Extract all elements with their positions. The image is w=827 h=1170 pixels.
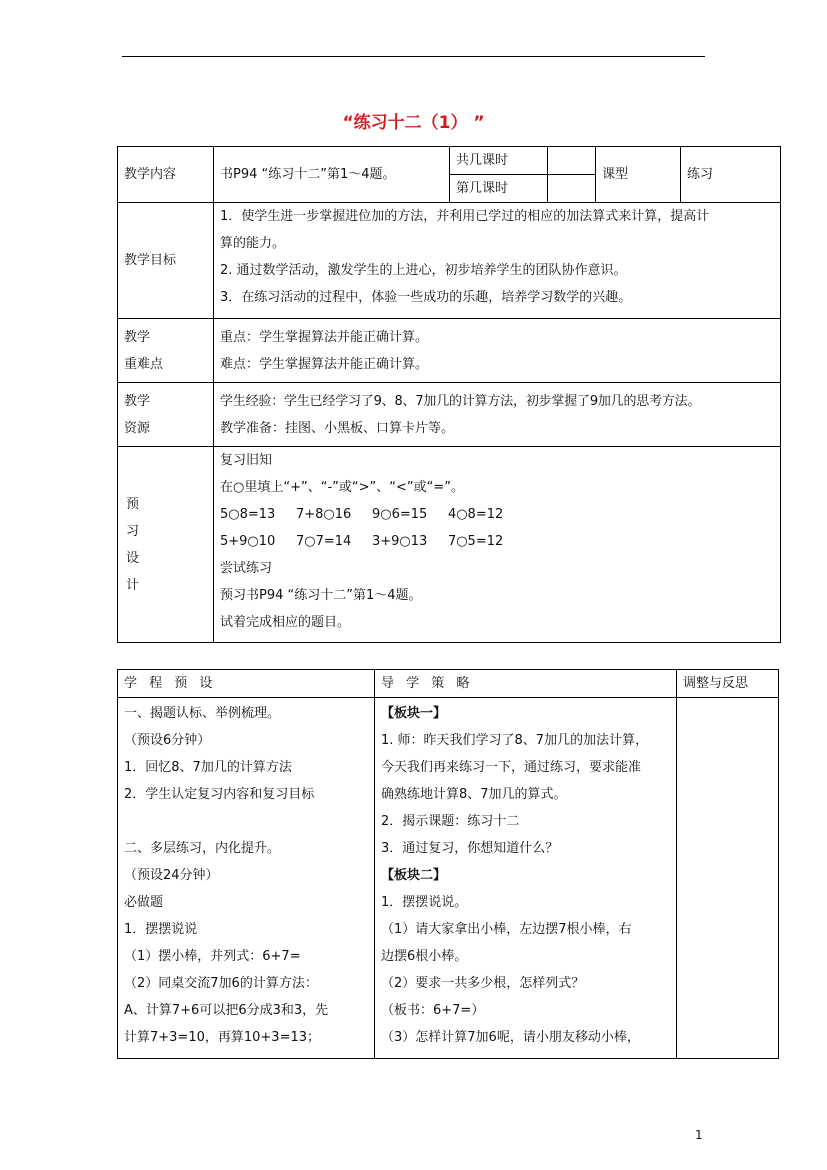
header-learning-process: 学 程 预 设 xyxy=(118,670,375,698)
adjust-reflect-column xyxy=(677,698,779,1059)
preview-line: 在○里填上“+”、“-”或“>”、“<”或“=”。 xyxy=(220,480,464,495)
lesson-type-value: 练习 xyxy=(681,147,781,203)
resources-label-line: 资源 xyxy=(124,420,151,436)
strategy-line: 边摆6根小棒。 xyxy=(381,949,468,964)
preview-label-char: 习 xyxy=(126,523,140,539)
strategy-line: 确熟练地计算8、7加几的算式。 xyxy=(381,787,567,802)
resources-label xyxy=(118,383,214,447)
lesson-type-label: 课型 xyxy=(596,147,681,203)
page-number: 1 xyxy=(695,1128,703,1142)
header-rule xyxy=(122,56,705,57)
key-label xyxy=(118,319,214,383)
strategy-line: 1．摆摆说说。 xyxy=(381,895,468,910)
process-line: 二、多层练习，内化提升。 xyxy=(124,841,281,856)
preview-label-char: 预 xyxy=(126,496,140,512)
total-periods-value xyxy=(548,147,596,175)
key-label-line: 教学 xyxy=(124,329,151,345)
key-label-line: 重难点 xyxy=(124,356,164,372)
key-content xyxy=(214,319,781,383)
strategy-line: 2．揭示课题：练习十二 xyxy=(381,814,520,829)
process-line: 1．回忆8、7加几的计算方法 xyxy=(124,760,292,775)
content-value: 书P94 “练习十二”第1～4题。 xyxy=(214,147,450,203)
preview-line: 试着完成相应的题目。 xyxy=(220,615,351,630)
strategy-line: 今天我们再来练习一下，通过练习，要求能准 xyxy=(381,760,642,775)
process-line: （预设6分钟） xyxy=(124,733,211,748)
strategy-line: （3）怎样计算7加6呢，请小朋友移动小棒， xyxy=(381,1030,640,1045)
process-line: 1．摆摆说说 xyxy=(124,922,198,937)
preview-line: 复习旧知 xyxy=(220,453,273,468)
preview-line: 预习书P94 “练习十二”第1～4题。 xyxy=(220,588,422,603)
difficult-point: 难点：学生掌握算法并能正确计算。 xyxy=(220,356,429,372)
exercise-row: 5○8=13 7+8○16 9○6=15 4○8=12 xyxy=(220,507,504,522)
strategy-line: 3．通过复习，你想知道什么？ xyxy=(381,841,559,856)
process-line: 一、揭题认标、举例梳理。 xyxy=(124,706,281,721)
page-title: “练习十二（1） ” xyxy=(342,113,485,133)
content-label: 教学内容 xyxy=(118,147,214,203)
process-line: 必做题 xyxy=(124,895,164,910)
teaching-prep: 教学准备：挂图、小黑板、口算卡片等。 xyxy=(220,420,455,436)
strategy-line: （1）请大家拿出小棒，左边摆7根小棒，右 xyxy=(381,922,632,937)
header-guidance-strategy: 导 学 策 略 xyxy=(375,670,677,698)
learning-process-column xyxy=(118,698,375,1059)
resources-content xyxy=(214,383,781,447)
process-table xyxy=(117,669,779,1059)
resources-label-line: 教学 xyxy=(124,393,151,409)
strategy-line: 【板块二】 xyxy=(381,868,447,883)
process-line: A、计算7+6可以把6分成3和3，先 xyxy=(124,1003,329,1018)
header-adjust-reflect: 调整与反思 xyxy=(677,670,779,698)
goal-line: 算的能力。 xyxy=(220,236,286,251)
process-line: 计算7+3=10，再算10+3=13； xyxy=(124,1030,321,1045)
process-line xyxy=(124,808,368,835)
process-line: （预设24分钟） xyxy=(124,868,219,883)
process-line: （2）同桌交流7加6的计算方法： xyxy=(124,976,318,991)
process-line: 2．学生认定复习内容和复习目标 xyxy=(124,787,315,802)
exercise-row: 5+9○10 7○7=14 3+9○13 7○5=12 xyxy=(220,534,504,549)
key-point: 重点：学生掌握算法并能正确计算。 xyxy=(220,329,429,345)
preview-label-char: 设 xyxy=(126,550,140,566)
total-periods-label: 共几课时 xyxy=(450,147,548,175)
nth-period-value xyxy=(548,175,596,203)
goal-line: 2. 通过数学活动，激发学生的上进心，初步培养学生的团队协作意识。 xyxy=(220,263,627,278)
guidance-strategy-column xyxy=(375,698,677,1059)
preview-label-char: 计 xyxy=(126,577,140,593)
nth-period-label: 第几课时 xyxy=(450,175,548,203)
goal-line: 3．在练习活动的过程中，体验一些成功的乐趣，培养学习数学的兴趣。 xyxy=(220,290,632,305)
goal-line: 1．使学生进一步掌握进位加的方法，并利用已学过的相应的加法算式来计算，提高计 xyxy=(220,209,710,224)
goals-label: 教学目标 xyxy=(118,203,214,319)
strategy-line: （板书：6+7=） xyxy=(381,1003,485,1018)
strategy-line: 1. 师：昨天我们学习了8、7加几的加法计算， xyxy=(381,733,649,748)
preview-content xyxy=(214,447,781,643)
lesson-plan-table xyxy=(117,146,781,643)
goals-content xyxy=(214,203,781,319)
process-line: （1）摆小棒，并列式：6+7= xyxy=(124,949,301,964)
preview-label xyxy=(118,447,214,643)
strategy-line: （2）要求一共多少根，怎样列式？ xyxy=(381,976,585,991)
preview-line: 尝试练习 xyxy=(220,561,273,576)
student-experience: 学生经验：学生已经学习了9、8、7加几的计算方法，初步掌握了9加几的思考方法。 xyxy=(220,393,701,409)
strategy-line: 【板块一】 xyxy=(381,706,447,721)
